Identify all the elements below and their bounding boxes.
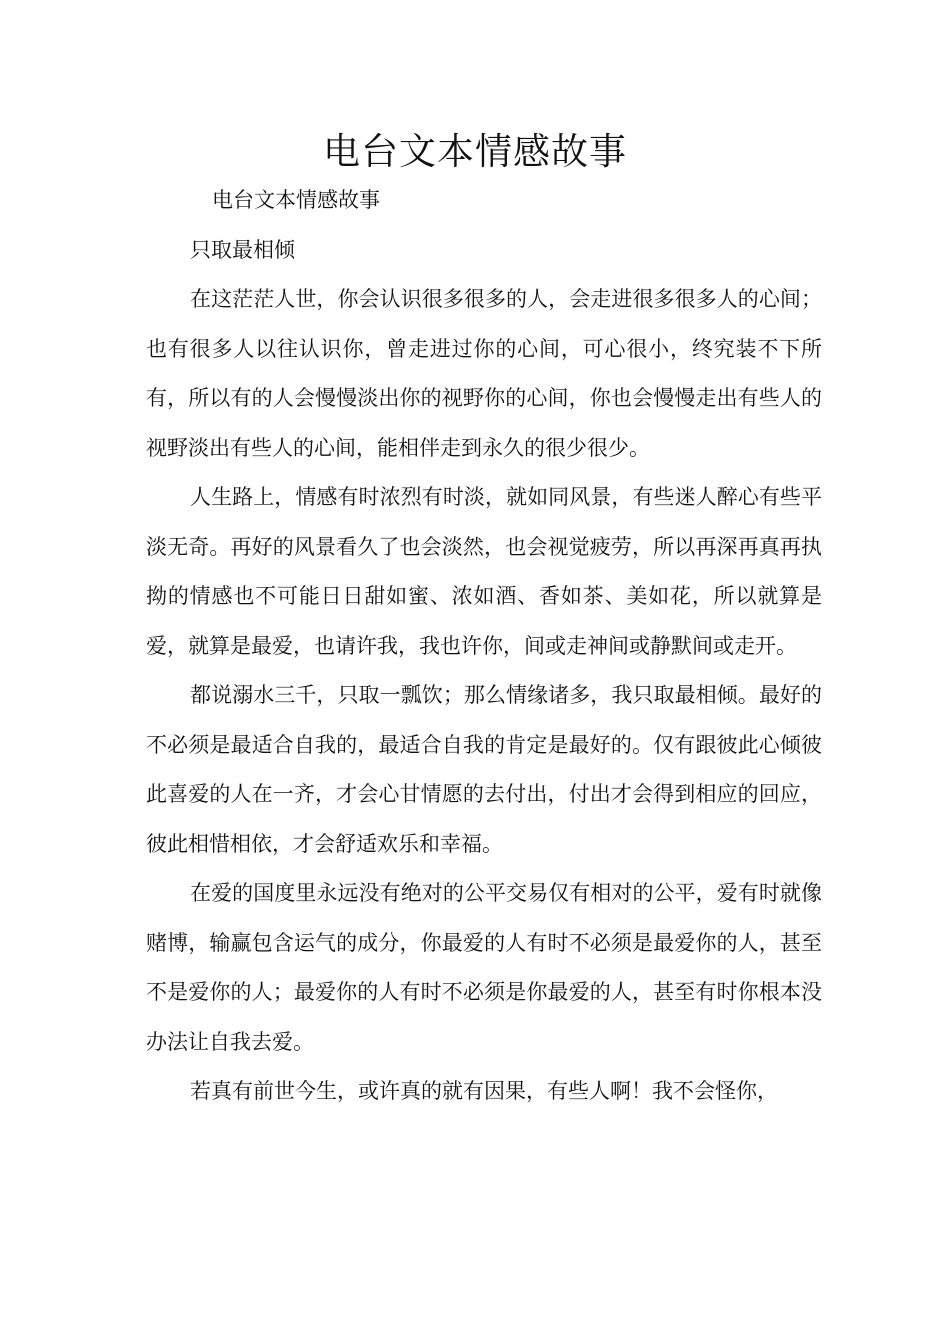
paragraph-4: 在爱的国度里永远没有绝对的公平交易仅有相对的公平，爱有时就像赌博，输赢包含运气的成分，你最爱的人有时不必须是最爱你的人，甚至不是爱你的人；最爱你的人有时不必须是你最爱的人，甚至有时你根本没办法让自我去爱。	[146, 881, 822, 1054]
document-subtitle: 电台文本情感故事	[212, 188, 380, 212]
paragraph-2: 人生路上，情感有时浓烈有时淡，就如同风景，有些迷人醉心有些平淡无奇。再好的风景看久了也会淡然，也会视觉疲劳，所以再深再真再执拗的情感也不可能日日甜如蜜、浓如酒、香如茶、美如花，所以就算是爱，就算是最爱，也请许我，我也许你，间或走神间或静默间或走开。	[146, 485, 822, 658]
paragraph-1: 在这茫茫人世，你会认识很多很多的人，会走进很多很多人的心间；也有很多人以往认识你，曾走进过你的心间，可心很小，终究装不下所有，所以有的人会慢慢淡出你的视野你的心间，你也会慢慢走出有些人的视野淡出有些人的心间，能相伴走到永久的很少很少。	[146, 287, 822, 460]
paragraph-5: 若真有前世今生，或许真的就有因果，有些人啊！我不会怪你，	[190, 1079, 778, 1103]
document-title: 电台文本情感故事	[323, 130, 627, 173]
section-heading: 只取最相倾	[190, 237, 295, 262]
paragraph-3: 都说溺水三千，只取一瓢饮；那么情缘诸多，我只取最相倾。最好的不必须是最适合自我的，最适合自我的肯定是最好的。仅有跟彼此心倾彼此喜爱的人在一齐，才会心甘情愿的去付出，付出才会得到相应的回应，彼此相惜相依，才会舒适欢乐和幸福。	[146, 683, 822, 856]
document-body	[146, 176, 822, 1117]
